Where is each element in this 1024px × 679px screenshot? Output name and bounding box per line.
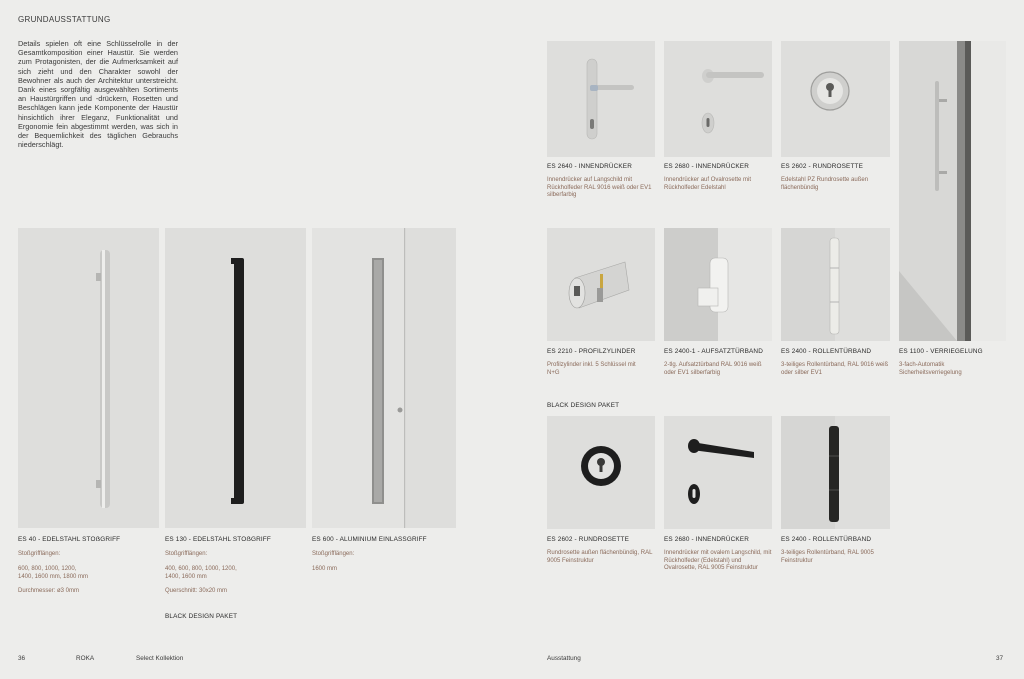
product-desc-es2680: Innendrücker auf Ovalrosette mit Rückholfeder Edelstahl (664, 177, 752, 191)
photo-es1100 (899, 41, 1006, 341)
product-title-es2400-1: ES 2400-1 - AUFSATZTÜRBAND (664, 348, 763, 355)
product-title-es40: ES 40 - EDELSTAHL STOẞGRIFF (18, 536, 121, 543)
product-values-es130: 400, 600, 800, 1000, 1200, 1400, 1600 mm (165, 566, 237, 580)
photo-es2602 (781, 41, 890, 157)
black-roller-hinge-image (781, 416, 890, 529)
product-title-es2680-black: ES 2680 - INNENDRÜCKER (664, 536, 749, 543)
intro-text: Details spielen oft eine Schlüsselrolle in der Gesamtkomposition einer Haustür. Sie werden zum Protagonisten, der die Aufmerksamkeit auf sich zieht und den Charakter sowohl der Bewohner als auch der Architektur unterstreicht. Dank eines sorgfältig ausgewählten Sortiments an Haustürgriffen und -drückern, Rosetten und Beschlägen kann jede Komponente der Haustür hinsichtlich ihrer Eleganz, Funktionalität und Ergonomie fein abgestimmt werden, was sich in der Bequemlichkeit des täglichen Gebrauchs niederschlägt. (18, 39, 178, 150)
recessed-handle-image (312, 228, 456, 528)
steel-bar-handle-image (18, 228, 159, 528)
footer-brand: ROKA (76, 655, 95, 662)
product-desc-es2210: Profilzylinder inkl. 5 Schlüssel mit N+G (547, 362, 636, 376)
door-locking-image (899, 41, 1006, 341)
product-desc-es2680-black: Innendrücker mit ovalem Langschild, mit Rückholfeder (Edelstahl) und Ovalrosette, RAL 9005 Feinstruktur (664, 550, 772, 572)
product-title-es1100: ES 1100 - VERRIEGELUNG (899, 348, 983, 355)
black-round-rosette-image (547, 416, 655, 529)
photo-es2400-1 (664, 228, 772, 341)
photo-es40 (18, 228, 159, 528)
product-title-es2400: ES 2400 - ROLLENTÜRBAND (781, 348, 872, 355)
black-design-note-left: BLACK DESIGN PAKET (165, 613, 238, 620)
surface-hinge-image (664, 228, 772, 341)
black-lever-handle-image (664, 416, 772, 529)
black-design-label: BLACK DESIGN PAKET (547, 402, 620, 409)
product-title-es2602: ES 2602 - RUNDROSETTE (781, 163, 863, 170)
product-title-es600: ES 600 - ALUMINIUM EINLASSGRIFF (312, 536, 427, 543)
product-values-es600: 1600 mm (312, 566, 338, 572)
lever-handle-long-plate-image (547, 41, 655, 157)
round-rosette-image (781, 41, 890, 157)
product-desc-es2602: Edelstahl PZ Rundrosette außen flächenbündig (781, 177, 869, 191)
product-title-es2210: ES 2210 - PROFILZYLINDER (547, 348, 636, 355)
product-label-es600: Stoßgrifflängen: (312, 551, 355, 557)
product-label-es40: Stoßgrifflängen: (18, 551, 61, 557)
product-title-es2640: ES 2640 - INNENDRÜCKER (547, 163, 632, 170)
product-desc-es2400-black: 3-teiliges Rollentürband, RAL 9005 Feinstruktur (781, 550, 874, 564)
page-heading: GRUNDAUSSTATTUNG (18, 15, 111, 24)
photo-es2680 (664, 41, 772, 157)
photo-es2210 (547, 228, 655, 341)
product-extra-es40: Durchmesser: ø3 0mm (18, 588, 80, 594)
product-values-es40: 600, 800, 1000, 1200, 1400, 1600 mm, 1800 mm (18, 566, 89, 580)
product-desc-es2602-black: Rundrosette außen flächenbündig, RAL 9005 Feinstruktur (547, 550, 653, 564)
profile-cylinder-image (547, 228, 655, 341)
product-desc-es1100: 3-fach-Automatik Sicherheitsverriegelung (899, 362, 962, 376)
footer-page-number-right: 37 (996, 655, 1004, 662)
product-desc-es2640: Innendrücker auf Langschild mit Rückholfeder RAL 9016 weiß oder EV1 silberfarbig (547, 177, 652, 199)
photo-es600 (312, 228, 456, 528)
product-label-es130: Stoßgrifflängen: (165, 551, 208, 557)
photo-es2680-black (664, 416, 772, 529)
footer-section: Ausstattung (547, 655, 581, 662)
photo-es2400-black (781, 416, 890, 529)
product-desc-es2400: 3-teiliges Rollentürband, RAL 9016 weiß oder silber EV1 (781, 362, 889, 376)
photo-es130 (165, 228, 306, 528)
product-desc-es2400-1: 2-tlg. Aufsatztürband RAL 9016 weiß oder EV1 silberfarbig (664, 362, 762, 376)
photo-es2640 (547, 41, 655, 157)
product-title-es2400-black: ES 2400 - ROLLENTÜRBAND (781, 536, 872, 543)
lever-handle-oval-rose-image (664, 41, 772, 157)
product-title-es2680: ES 2680 - INNENDRÜCKER (664, 163, 749, 170)
photo-es2602-black (547, 416, 655, 529)
black-bar-handle-image (165, 228, 306, 528)
roller-hinge-image (781, 228, 890, 341)
product-title-es130: ES 130 - EDELSTAHL STOẞGRIFF (165, 536, 271, 543)
photo-es2400 (781, 228, 890, 341)
footer-page-number-left: 36 (18, 655, 26, 662)
product-title-es2602-black: ES 2602 - RUNDROSETTE (547, 536, 629, 543)
product-extra-es130: Querschnitt: 30x20 mm (165, 588, 228, 594)
footer-collection: Select Kollektion (136, 655, 184, 662)
